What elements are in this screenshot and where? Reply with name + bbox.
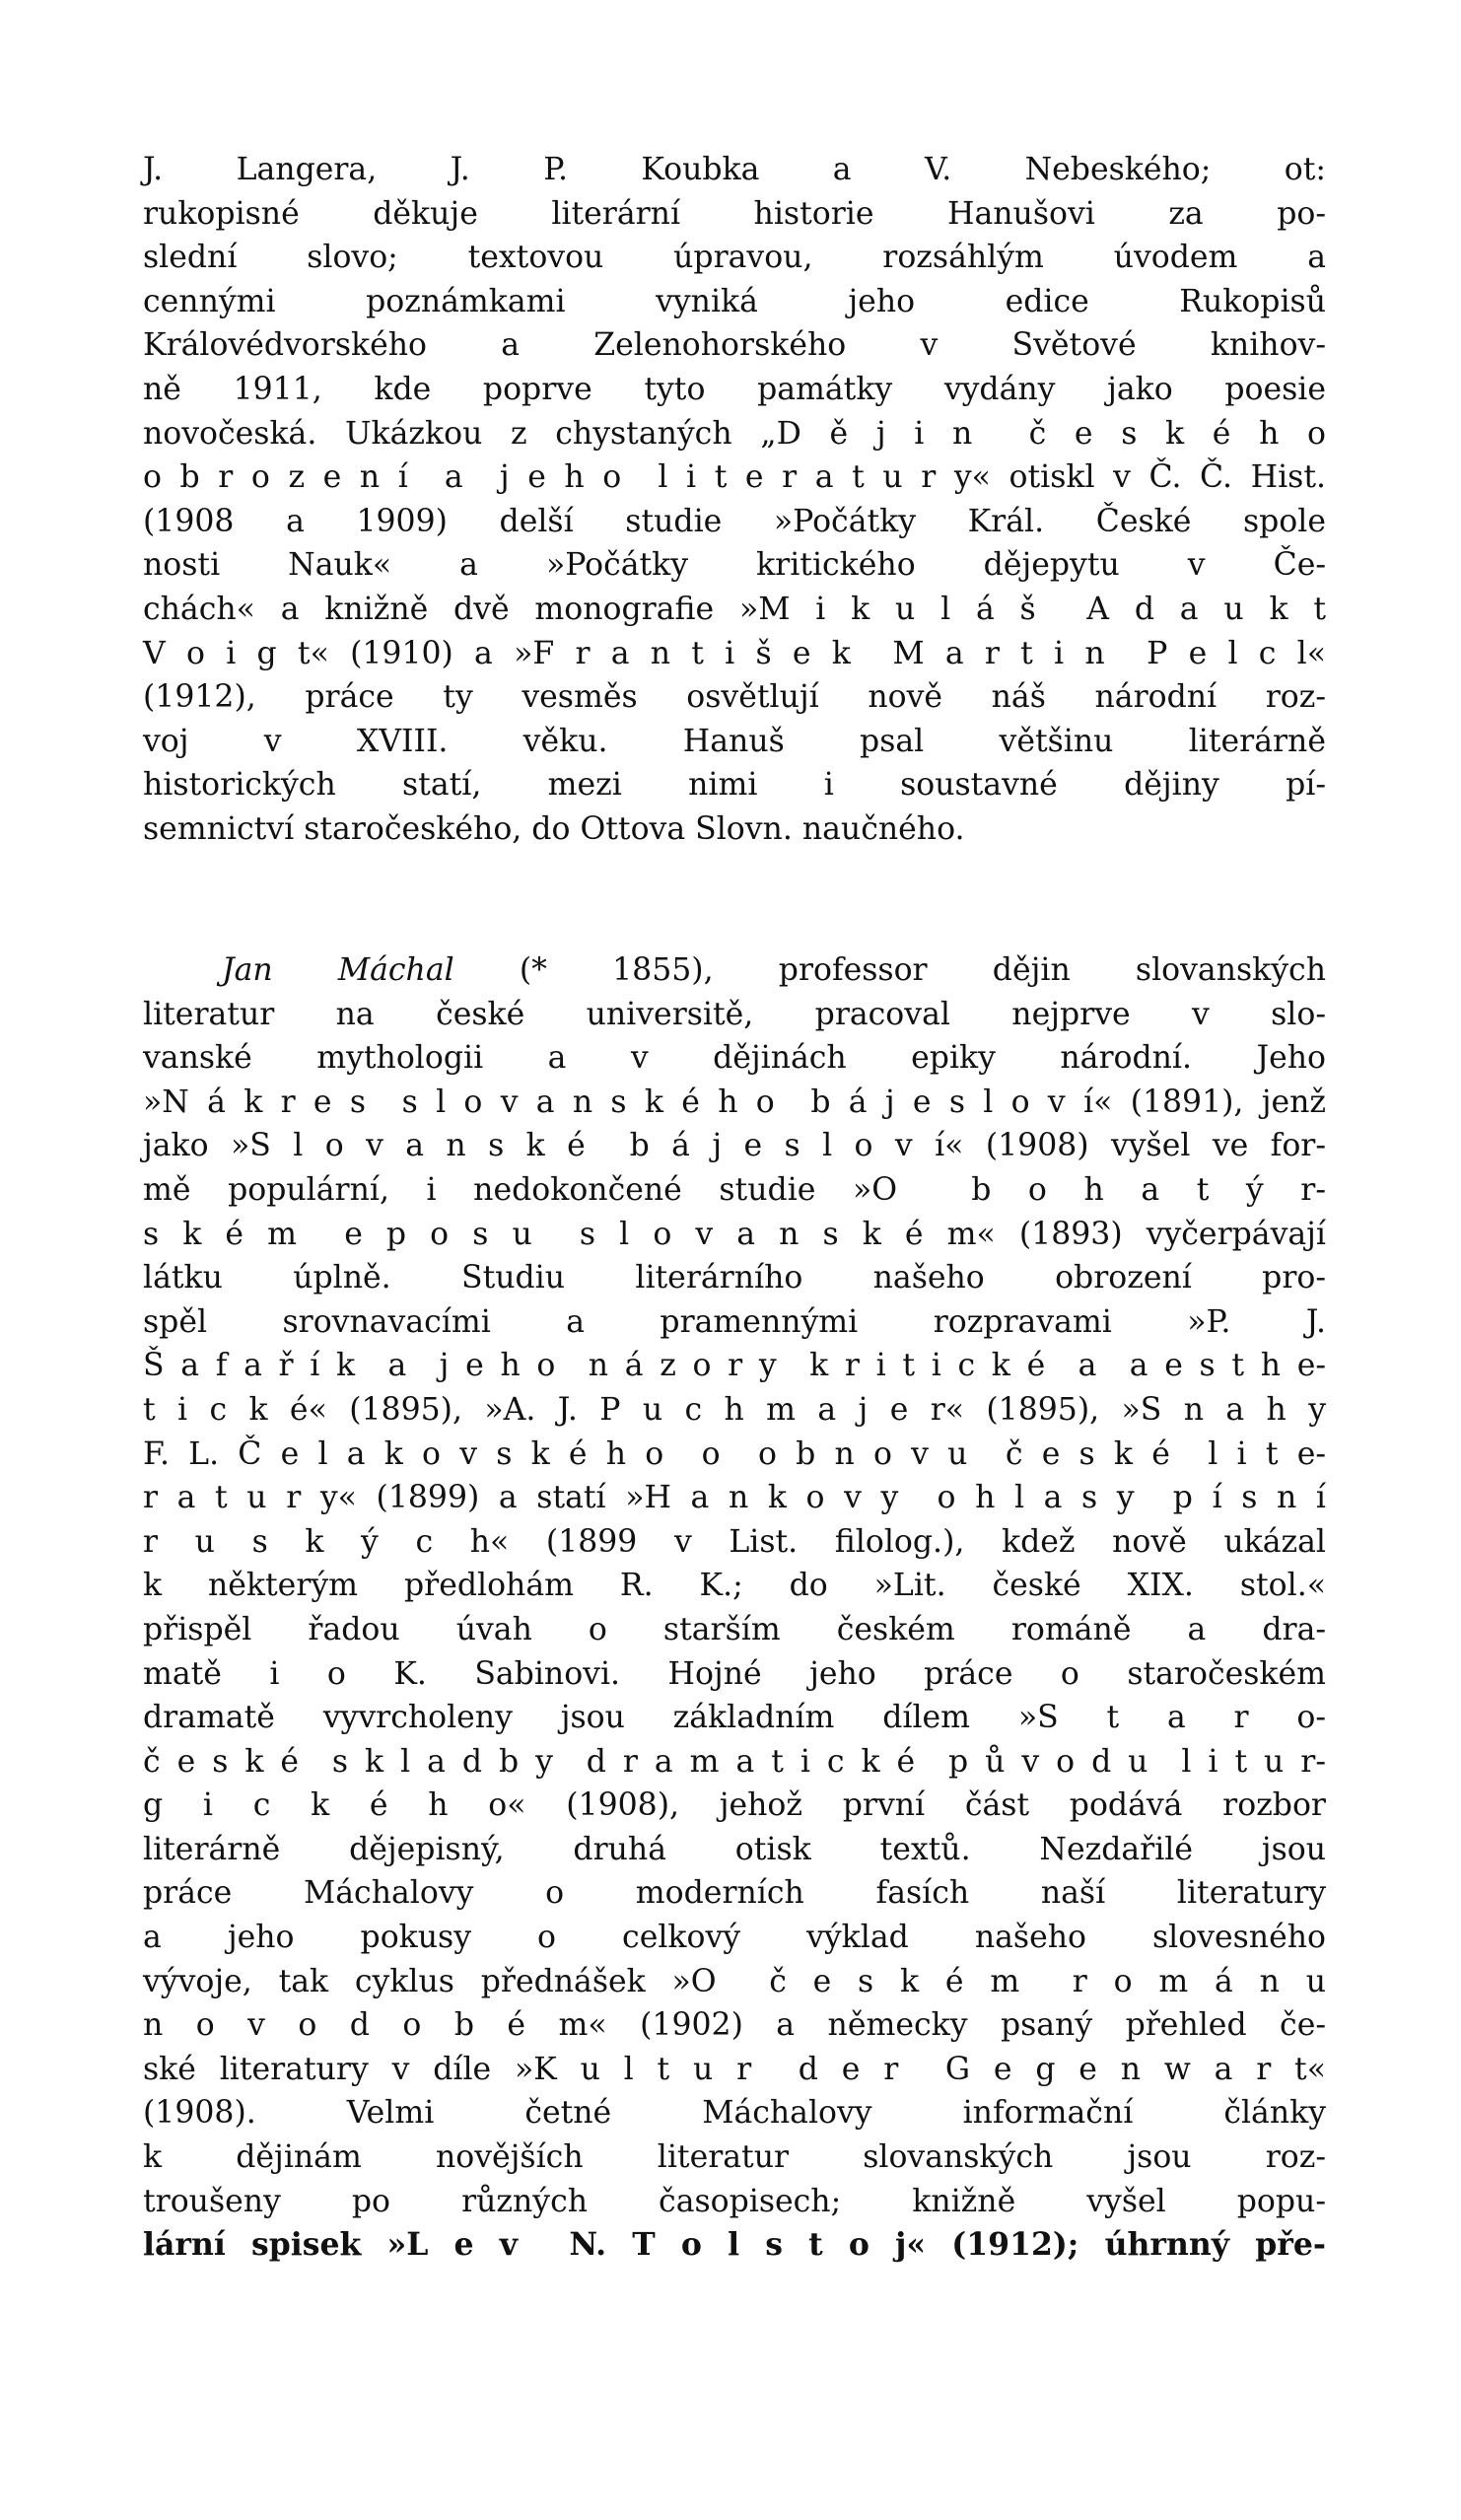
text-line: troušeny po různých časopisech; knižně vyšel popu- [143,2183,1326,2219]
text-line: matě i o K. Sabinovi. Hojné jeho práce o staročeském [143,1655,1326,1692]
text-line: chách« a knižně dvě monografie »M i k u l á š A d a u k t [143,591,1326,627]
text-line: vanské mythologii a v dějinách epiky národní. Jeho [143,1040,1326,1077]
text-line: k některým předlohám R. K.; do »Lit. české XIX. stol.« [143,1568,1326,1604]
text-line: přispěl řadou úvah o starším českém románě a dra- [143,1611,1326,1647]
text-line: F. L. Č e l a k o v s k é h o o o b n o v u č e s k é l i t e- [143,1435,1326,1472]
text-line: látku úplně. Studiu literárního našeho obrození pro- [143,1260,1326,1296]
text-line: č e s k é s k l a d b y d r a m a t i c k é p ů v o d u l i t u r- [143,1743,1326,1780]
text-line: Š a f a ř í k a j e h o n á z o r y k r i t i c k é a a e s t h e- [143,1348,1326,1384]
text-line: (1908). Velmi četné Máchalovy informační články [143,2095,1326,2132]
text-line: a jeho pokusy o celkový výklad našeho slovesného [143,1920,1326,1956]
paragraph-2 [143,948,1326,2268]
text-run: (* 1855), professor dějin slovanských [453,952,1326,988]
text-line: spěl srovnavacími a pramennými rozpravami »P. J. [143,1303,1326,1340]
text-line: »N á k r e s s l o v a n s k é h o b á j e s l o v í« (1891), jenž [143,1084,1326,1120]
text-line: lární spisek »L e v N. T o l s t o j« (1912); úhrnný pře- [143,2226,1326,2264]
text-line: dramatě vyvrcholeny jsou základním dílem »S t a r o- [143,1700,1326,1736]
text-line: semnictví staročeského, do Ottova Slovn. naučného. [143,810,965,847]
text-line: ské literatury v díle »K u l t u r d e r G e g e n w a r t« [143,2051,1326,2087]
text-line: voj v XVIII. věku. Hanuš psal většinu literárně [143,723,1326,759]
text-line: J. Langera, J. P. Koubka a V. Nebeského; ot: [143,152,1326,187]
author-name: Jan Máchal [222,952,454,988]
text-line: t i c k é« (1895), »A. J. P u c h m a j e r« (1895), »S n a h y [143,1391,1326,1428]
text-line: (1912), práce ty vesměs osvětlují nově náš národní roz- [143,679,1326,716]
text-line: vývoje, tak cyklus přednášek »O č e s k é m r o m á n u [143,1963,1326,1999]
text-line: k dějinám novějších literatur slovanských jsou roz- [143,2139,1326,2176]
text-line: o b r o z e n í a j e h o l i t e r a t u r y« otiskl v Č. Č. Hist. [143,459,1326,496]
text-line: cennými poznámkami vyniká jeho edice Rukopisů [143,283,1326,319]
text-line: novočeská. Ukázkou z chystaných „D ě j i n č e s k é h o [143,415,1326,452]
text-line: jako »S l o v a n s k é b á j e s l o v í« (1908) vyšel ve for- [143,1128,1326,1164]
text-line: ně 1911, kde poprve tyto památky vydány jako poesie [143,371,1326,407]
text-line: g i c k é h o« (1908), jehož první část podává rozbor [143,1787,1326,1824]
paragraph-1 [143,148,1326,852]
text-line: nosti Nauk« a »Počátky kritického dějepytu v Če- [143,547,1326,584]
text-line: mě populární, i nedokončené studie »O b o h a t ý r- [143,1171,1326,1208]
text-line: r a t u r y« (1899) a statí »H a n k o v y o h l a s y p í s n í [143,1480,1326,1516]
text-line: historických statí, mezi nimi i soustavné dějiny pí- [143,767,1326,804]
text-line: slední slovo; textovou úpravou, rozsáhlým úvodem a [143,240,1326,276]
text-line: Královédvorského a Zelenohorského v Světové knihov- [143,327,1326,364]
text-line: s k é m e p o s u s l o v a n s k é m« (1893) vyčerpávají [143,1216,1326,1252]
text-line: n o v o d o b é m« (1902) a německy psaný přehled če- [143,2007,1326,2044]
text-line: r u s k ý c h« (1899 v List. filolog.), kdež nově ukázal [143,1523,1326,1560]
text-line: práce Máchalovy o moderních fasích naší literatury [143,1875,1326,1912]
text-line: V o i g t« (1910) a »F r a n t i š e k M a r t i n P e l c l« [143,635,1326,671]
text-line: rukopisné děkuje literární historie Hanušovi za po- [143,195,1326,232]
text-line: literatur na české universitě, pracoval nejprve v slo- [143,996,1326,1032]
text-line: literárně dějepisný, druhá otisk textů. Nezdařilé jsou [143,1831,1326,1867]
text-line-first [143,948,1326,993]
text-line: (1908 a 1909) delší studie »Počátky Král. České spole [143,503,1326,539]
